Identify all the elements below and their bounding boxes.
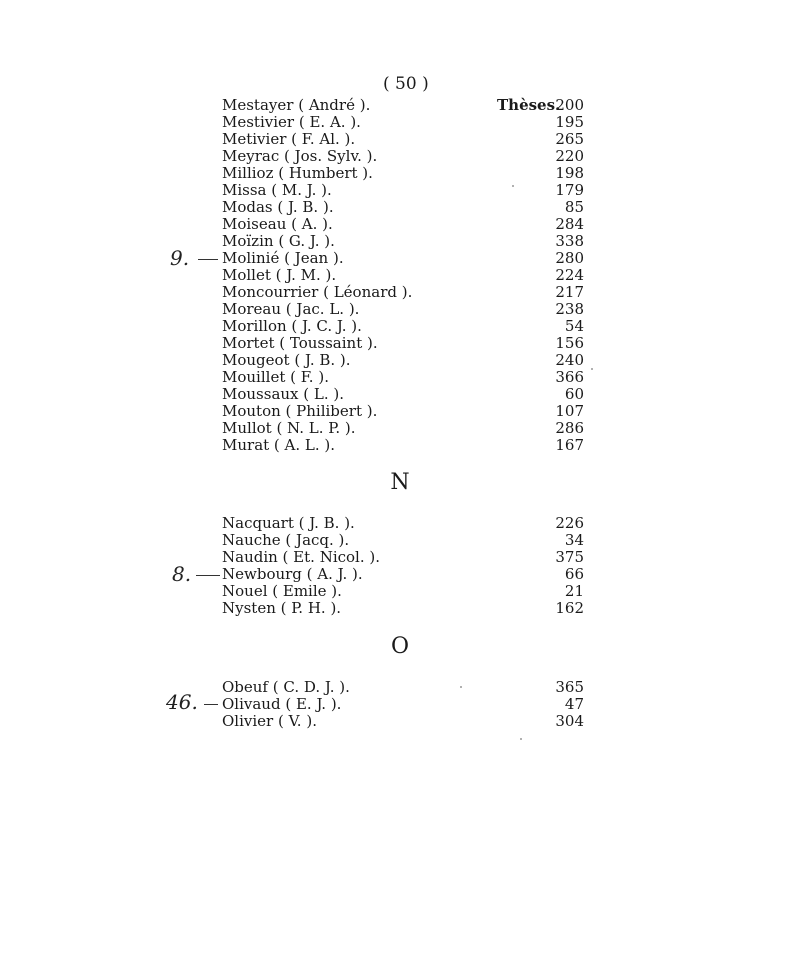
entry-name: Mestivier ( E. A. ). [222, 113, 361, 131]
entry-name: Newbourg ( A. J. ). [222, 565, 363, 583]
handwritten-note: 9. [170, 246, 190, 270]
entry-number: 366 [555, 368, 584, 386]
list-item [222, 436, 584, 454]
entry-name: Nacquart ( J. B. ). [222, 514, 355, 532]
section-letter-o: O [390, 634, 410, 659]
list-item [222, 385, 584, 403]
entry-number: 198 [555, 164, 584, 182]
list-item [222, 402, 584, 420]
handwritten-note: 8. [172, 562, 192, 586]
entry-name: Mullot ( N. L. P. ). [222, 419, 356, 437]
entry-name: Mestayer ( André ). [222, 96, 371, 114]
list-item [222, 130, 584, 148]
entry-name: Mollet ( J. M. ). [222, 266, 337, 284]
note-dash [198, 259, 218, 260]
entry-name: Nauche ( Jacq. ). [222, 531, 350, 549]
list-item [222, 215, 584, 233]
paper-speck [520, 738, 522, 740]
entry-number: 338 [555, 232, 584, 250]
entry-number: 284 [555, 215, 584, 233]
entry-name: Obeuf ( C. D. J. ). [222, 678, 350, 696]
entry-name: Nysten ( P. H. ). [222, 599, 342, 617]
entry-number: 179 [555, 181, 584, 199]
handwritten-note: 46. [166, 690, 198, 714]
entry-name: Moncourrier ( Léonard ). [222, 283, 413, 301]
entry-name: Mortet ( Toussaint ). [222, 334, 378, 352]
entry-number: 286 [555, 419, 584, 437]
list-item [222, 531, 584, 549]
list-item [222, 283, 584, 301]
entry-number: 21 [564, 582, 584, 600]
list-item [222, 368, 584, 386]
entry-number: 365 [555, 678, 584, 696]
note-dash [204, 704, 218, 705]
entry-number: 167 [555, 436, 584, 454]
list-item [222, 232, 584, 250]
entry-name: Olivier ( V. ). [222, 712, 317, 730]
list-item [222, 181, 584, 199]
list-item [222, 599, 584, 617]
entry-number: 34 [564, 531, 584, 549]
entry-name: Moussaux ( L. ). [222, 385, 345, 403]
list-item [222, 712, 584, 730]
list-item [222, 249, 584, 267]
entry-number: 54 [564, 317, 584, 335]
entry-name: Mouton ( Philibert ). [222, 402, 378, 420]
note-dash [196, 575, 220, 576]
entry-name: Millioz ( Humbert ). [222, 164, 373, 182]
entry-number: 304 [555, 712, 584, 730]
entry-name: Metivier ( F. Al. ). [222, 130, 356, 148]
entry-number: 265 [555, 130, 584, 148]
list-item [222, 351, 584, 369]
entry-name: Nouel ( Emile ). [222, 582, 342, 600]
list-item [222, 678, 584, 696]
entry-number: 200 [555, 96, 584, 114]
entry-name: Moiseau ( A. ). [222, 215, 333, 233]
column-header: Thèses. [497, 96, 561, 114]
list-item [222, 582, 584, 600]
entry-name: Mouillet ( F. ). [222, 368, 329, 386]
list-item [222, 514, 584, 532]
list-item [222, 419, 584, 437]
entry-name: Meyrac ( Jos. Sylv. ). [222, 147, 378, 165]
entry-number: 375 [555, 548, 584, 566]
entry-number: 66 [564, 565, 584, 583]
list-item [222, 334, 584, 352]
list-item [222, 548, 584, 566]
list-item [222, 164, 584, 182]
entry-number: 226 [555, 514, 584, 532]
list-item [222, 198, 584, 216]
entry-name: Murat ( A. L. ). [222, 436, 336, 454]
entry-name: Mougeot ( J. B. ). [222, 351, 351, 369]
entry-number: 224 [555, 266, 584, 284]
entry-name: Olivaud ( E. J. ). [222, 695, 342, 713]
entry-number: 156 [555, 334, 584, 352]
entry-number: 85 [564, 198, 584, 216]
entry-name: Morillon ( J. C. J. ). [222, 317, 362, 335]
list-item [222, 113, 584, 131]
entry-number: 217 [555, 283, 584, 301]
entry-number: 162 [555, 599, 584, 617]
entry-name: Molinié ( Jean ). [222, 249, 344, 267]
list-item [222, 147, 584, 165]
page-number: ( 50 ) [383, 74, 429, 94]
paper-speck [512, 185, 514, 187]
paper-speck [591, 368, 593, 370]
entry-number: 240 [555, 351, 584, 369]
entry-number: 47 [564, 695, 584, 713]
entry-name: Moïzin ( G. J. ). [222, 232, 335, 250]
entry-number: 195 [555, 113, 584, 131]
entry-name: Naudin ( Et. Nicol. ). [222, 548, 380, 566]
list-item [222, 266, 584, 284]
list-item [222, 565, 584, 583]
entry-number: 238 [555, 300, 584, 318]
entry-number: 107 [555, 402, 584, 420]
list-item [222, 300, 584, 318]
list-item [222, 317, 584, 335]
section-letter-n: N [390, 470, 410, 495]
entry-number: 220 [555, 147, 584, 165]
entry-name: Moreau ( Jac. L. ). [222, 300, 360, 318]
entry-number: 280 [555, 249, 584, 267]
paper-speck [460, 686, 462, 688]
entry-number: 60 [564, 385, 584, 403]
entry-name: Modas ( J. B. ). [222, 198, 334, 216]
list-item [222, 695, 584, 713]
entry-name: Missa ( M. J. ). [222, 181, 332, 199]
list-item [222, 96, 584, 114]
